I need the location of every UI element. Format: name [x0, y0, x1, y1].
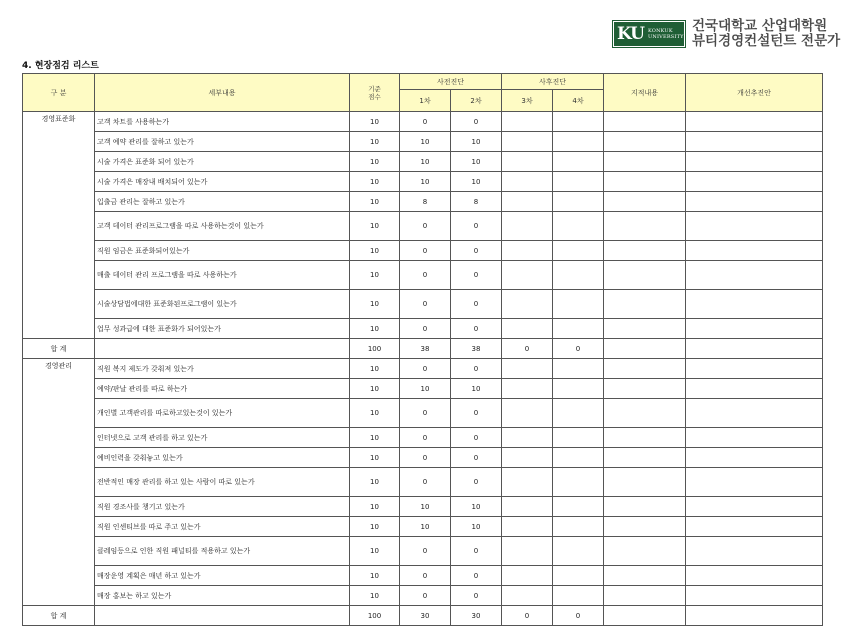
improvement-cell	[686, 448, 823, 468]
standard-score-cell: 10	[350, 112, 400, 132]
table-row	[23, 468, 823, 497]
round-2-cell: 0	[451, 112, 502, 132]
detail-cell: 매출 데이터 관리 프로그램을 따로 사용하는가	[95, 261, 350, 290]
table-row	[23, 359, 823, 379]
round-1-cell: 0	[400, 566, 451, 586]
logo-mark-text: KU	[617, 24, 644, 44]
total-findings-cell	[604, 339, 686, 359]
improvement-cell	[686, 290, 823, 319]
standard-score-cell: 10	[350, 399, 400, 428]
round-1-cell: 10	[400, 497, 451, 517]
round-3-cell	[502, 212, 553, 241]
total-standard-cell: 100	[350, 606, 400, 626]
total-improvement-cell	[686, 606, 823, 626]
improvement-cell	[686, 399, 823, 428]
findings-cell	[604, 212, 686, 241]
checklist-table	[22, 73, 823, 626]
findings-cell	[604, 132, 686, 152]
improvement-cell	[686, 497, 823, 517]
findings-cell	[604, 172, 686, 192]
round-4-cell	[553, 379, 604, 399]
table-row	[23, 399, 823, 428]
round-4-cell	[553, 586, 604, 606]
detail-cell: 직원 인센티브를 따로 주고 있는가	[95, 517, 350, 537]
findings-cell	[604, 192, 686, 212]
round-4-cell	[553, 497, 604, 517]
round-4-cell	[553, 448, 604, 468]
round-2-cell: 0	[451, 586, 502, 606]
header-pre-diagnosis: 사전진단	[400, 74, 502, 90]
round-4-cell	[553, 152, 604, 172]
round-3-cell	[502, 448, 553, 468]
round-4-cell	[553, 566, 604, 586]
detail-cell: 고객 데이터 관리프로그램을 따로 사용하는것이 있는가	[95, 212, 350, 241]
standard-score-cell: 10	[350, 468, 400, 497]
round-1-cell: 0	[400, 448, 451, 468]
round-4-cell	[553, 192, 604, 212]
round-3-cell	[502, 112, 553, 132]
round-1-cell: 0	[400, 399, 451, 428]
improvement-cell	[686, 241, 823, 261]
round-3-cell	[502, 497, 553, 517]
detail-cell: 개인별 고객관리를 따로하고있는것이 있는가	[95, 399, 350, 428]
table-row	[23, 172, 823, 192]
header-standard-score	[350, 74, 400, 112]
detail-cell: 매장운영 계획은 매년 하고 있는가	[95, 566, 350, 586]
round-1-cell: 10	[400, 379, 451, 399]
standard-score-cell: 10	[350, 379, 400, 399]
table-row	[23, 517, 823, 537]
round-3-cell	[502, 428, 553, 448]
improvement-cell	[686, 468, 823, 497]
detail-cell: 예비인력을 갖춰놓고 있는가	[95, 448, 350, 468]
detail-cell: 직원 임금은 표준화되어있는가	[95, 241, 350, 261]
round-1-cell: 0	[400, 468, 451, 497]
detail-cell: 직원 복지 제도가 갖춰져 있는가	[95, 359, 350, 379]
table-row	[23, 448, 823, 468]
table-row	[23, 212, 823, 241]
ku-logo-mark	[612, 20, 686, 48]
round-3-cell	[502, 132, 553, 152]
round-2-cell: 8	[451, 192, 502, 212]
round-1-cell: 8	[400, 192, 451, 212]
round-3-cell	[502, 517, 553, 537]
round-2-cell: 10	[451, 172, 502, 192]
round-1-cell: 0	[400, 261, 451, 290]
improvement-cell	[686, 132, 823, 152]
logo-text	[692, 19, 840, 49]
total-detail-cell	[95, 606, 350, 626]
header-round-3: 3차	[502, 90, 553, 112]
round-1-cell: 0	[400, 428, 451, 448]
improvement-cell	[686, 261, 823, 290]
category-cell: 경영관리	[23, 359, 95, 606]
round-4-cell	[553, 261, 604, 290]
total-round-3-cell: 0	[502, 606, 553, 626]
round-3-cell	[502, 399, 553, 428]
table-row	[23, 319, 823, 339]
standard-score-cell: 10	[350, 586, 400, 606]
standard-score-cell: 10	[350, 132, 400, 152]
total-standard-cell: 100	[350, 339, 400, 359]
category-cell: 경영표준화	[23, 112, 95, 339]
round-4-cell	[553, 241, 604, 261]
section-title: 4. 현장점검 리스트	[22, 61, 99, 71]
total-round-2-cell: 30	[451, 606, 502, 626]
round-2-cell: 0	[451, 261, 502, 290]
findings-cell	[604, 152, 686, 172]
logo-mark-sub2: UNIVERSITY	[648, 34, 684, 40]
improvement-cell	[686, 517, 823, 537]
findings-cell	[604, 261, 686, 290]
standard-score-cell: 10	[350, 261, 400, 290]
standard-score-cell: 10	[350, 537, 400, 566]
findings-cell	[604, 112, 686, 132]
header-post-diagnosis: 사후진단	[502, 74, 604, 90]
table-row	[23, 241, 823, 261]
standard-score-cell: 10	[350, 517, 400, 537]
improvement-cell	[686, 172, 823, 192]
improvement-cell	[686, 537, 823, 566]
round-4-cell	[553, 517, 604, 537]
header-detail: 세부내용	[95, 74, 350, 112]
findings-cell	[604, 428, 686, 448]
standard-score-cell: 10	[350, 152, 400, 172]
total-round-2-cell: 38	[451, 339, 502, 359]
header-round-2: 2차	[451, 90, 502, 112]
round-4-cell	[553, 172, 604, 192]
round-1-cell: 10	[400, 517, 451, 537]
improvement-cell	[686, 212, 823, 241]
standard-score-cell: 10	[350, 192, 400, 212]
round-3-cell	[502, 537, 553, 566]
improvement-cell	[686, 379, 823, 399]
header-standard-line1: 기준	[368, 84, 381, 93]
round-2-cell: 0	[451, 566, 502, 586]
header-findings: 지적내용	[604, 74, 686, 112]
round-4-cell	[553, 468, 604, 497]
detail-cell: 전반적인 매장 관리를 하고 있는 사람이 따로 있는가	[95, 468, 350, 497]
round-4-cell	[553, 319, 604, 339]
total-row	[23, 606, 823, 626]
round-3-cell	[502, 152, 553, 172]
improvement-cell	[686, 319, 823, 339]
round-1-cell: 0	[400, 537, 451, 566]
round-2-cell: 10	[451, 517, 502, 537]
detail-cell: 직원 경조사를 챙기고 있는가	[95, 497, 350, 517]
logo-line1: 건국대학교 산업대학원	[692, 18, 828, 34]
table-row	[23, 566, 823, 586]
round-1-cell: 10	[400, 132, 451, 152]
table-row	[23, 132, 823, 152]
round-3-cell	[502, 319, 553, 339]
round-3-cell	[502, 261, 553, 290]
findings-cell	[604, 537, 686, 566]
round-4-cell	[553, 399, 604, 428]
findings-cell	[604, 319, 686, 339]
table-row	[23, 428, 823, 448]
round-4-cell	[553, 359, 604, 379]
round-2-cell: 0	[451, 319, 502, 339]
detail-cell: 고객 예약 관리를 잘하고 있는가	[95, 132, 350, 152]
standard-score-cell: 10	[350, 319, 400, 339]
improvement-cell	[686, 428, 823, 448]
round-1-cell: 0	[400, 319, 451, 339]
detail-cell: 예약/판날 관리를 따로 하는가	[95, 379, 350, 399]
round-2-cell: 10	[451, 132, 502, 152]
round-1-cell: 0	[400, 212, 451, 241]
round-2-cell: 0	[451, 359, 502, 379]
total-round-1-cell: 30	[400, 606, 451, 626]
table-row	[23, 261, 823, 290]
findings-cell	[604, 379, 686, 399]
round-2-cell: 10	[451, 152, 502, 172]
improvement-cell	[686, 359, 823, 379]
total-round-3-cell: 0	[502, 339, 553, 359]
round-1-cell: 0	[400, 112, 451, 132]
round-1-cell: 0	[400, 241, 451, 261]
detail-cell: 인터넷으로 고객 관리를 하고 있는가	[95, 428, 350, 448]
logo-line2: 뷰티경영컨설턴트 전문가	[692, 33, 841, 49]
round-3-cell	[502, 192, 553, 212]
round-1-cell: 0	[400, 586, 451, 606]
logo-mark-sub1: KONKUK	[648, 28, 673, 34]
round-2-cell: 10	[451, 497, 502, 517]
detail-cell: 입출금 관리는 잘하고 있는가	[95, 192, 350, 212]
table-row	[23, 586, 823, 606]
table-row	[23, 290, 823, 319]
round-3-cell	[502, 290, 553, 319]
header-category: 구 분	[23, 74, 95, 112]
detail-cell: 시술 가격은 표준화 되어 있는가	[95, 152, 350, 172]
round-1-cell: 0	[400, 359, 451, 379]
round-3-cell	[502, 566, 553, 586]
university-logo	[612, 18, 852, 50]
table-row	[23, 537, 823, 566]
standard-score-cell: 10	[350, 428, 400, 448]
round-4-cell	[553, 112, 604, 132]
round-1-cell: 0	[400, 290, 451, 319]
findings-cell	[604, 241, 686, 261]
standard-score-cell: 10	[350, 212, 400, 241]
total-round-1-cell: 38	[400, 339, 451, 359]
round-2-cell: 0	[451, 428, 502, 448]
header-round-4: 4차	[553, 90, 604, 112]
round-2-cell: 10	[451, 379, 502, 399]
total-round-4-cell: 0	[553, 606, 604, 626]
findings-cell	[604, 566, 686, 586]
standard-score-cell: 10	[350, 172, 400, 192]
improvement-cell	[686, 152, 823, 172]
round-4-cell	[553, 290, 604, 319]
round-4-cell	[553, 428, 604, 448]
round-2-cell: 0	[451, 468, 502, 497]
total-round-4-cell: 0	[553, 339, 604, 359]
table-row	[23, 497, 823, 517]
round-3-cell	[502, 586, 553, 606]
findings-cell	[604, 586, 686, 606]
detail-cell: 고객 차트를 사용하는가	[95, 112, 350, 132]
round-3-cell	[502, 379, 553, 399]
header-standard-line2: 점수	[368, 92, 381, 101]
table-row	[23, 379, 823, 399]
total-label-cell: 합 계	[23, 339, 95, 359]
detail-cell: 시술 가격은 매장내 배치되어 있는가	[95, 172, 350, 192]
round-2-cell: 0	[451, 537, 502, 566]
standard-score-cell: 10	[350, 241, 400, 261]
standard-score-cell: 10	[350, 359, 400, 379]
detail-cell: 매장 홍보는 하고 있는가	[95, 586, 350, 606]
detail-cell: 업무 성과급에 대한 표준화가 되어있는가	[95, 319, 350, 339]
round-2-cell: 0	[451, 399, 502, 428]
round-2-cell: 0	[451, 290, 502, 319]
round-2-cell: 0	[451, 448, 502, 468]
round-4-cell	[553, 212, 604, 241]
table-row	[23, 152, 823, 172]
improvement-cell	[686, 192, 823, 212]
table-row	[23, 112, 823, 132]
standard-score-cell: 10	[350, 497, 400, 517]
round-3-cell	[502, 241, 553, 261]
header-round-1: 1차	[400, 90, 451, 112]
total-improvement-cell	[686, 339, 823, 359]
detail-cell: 시술상담법에대한 표준화된프로그램이 있는가	[95, 290, 350, 319]
total-row	[23, 339, 823, 359]
round-4-cell	[553, 537, 604, 566]
round-3-cell	[502, 468, 553, 497]
findings-cell	[604, 359, 686, 379]
detail-cell: 클레임등으로 인한 직원 패널티를 적용하고 있는가	[95, 537, 350, 566]
findings-cell	[604, 517, 686, 537]
findings-cell	[604, 448, 686, 468]
total-detail-cell	[95, 339, 350, 359]
round-2-cell: 0	[451, 241, 502, 261]
round-3-cell	[502, 172, 553, 192]
improvement-cell	[686, 112, 823, 132]
table-row	[23, 192, 823, 212]
improvement-cell	[686, 566, 823, 586]
header-improvement: 개선추진안	[686, 74, 823, 112]
standard-score-cell: 10	[350, 566, 400, 586]
standard-score-cell: 10	[350, 448, 400, 468]
findings-cell	[604, 290, 686, 319]
round-1-cell: 10	[400, 172, 451, 192]
standard-score-cell: 10	[350, 290, 400, 319]
total-findings-cell	[604, 606, 686, 626]
round-4-cell	[553, 132, 604, 152]
improvement-cell	[686, 586, 823, 606]
round-1-cell: 10	[400, 152, 451, 172]
round-3-cell	[502, 359, 553, 379]
findings-cell	[604, 468, 686, 497]
round-2-cell: 0	[451, 212, 502, 241]
findings-cell	[604, 399, 686, 428]
total-label-cell: 합 계	[23, 606, 95, 626]
findings-cell	[604, 497, 686, 517]
